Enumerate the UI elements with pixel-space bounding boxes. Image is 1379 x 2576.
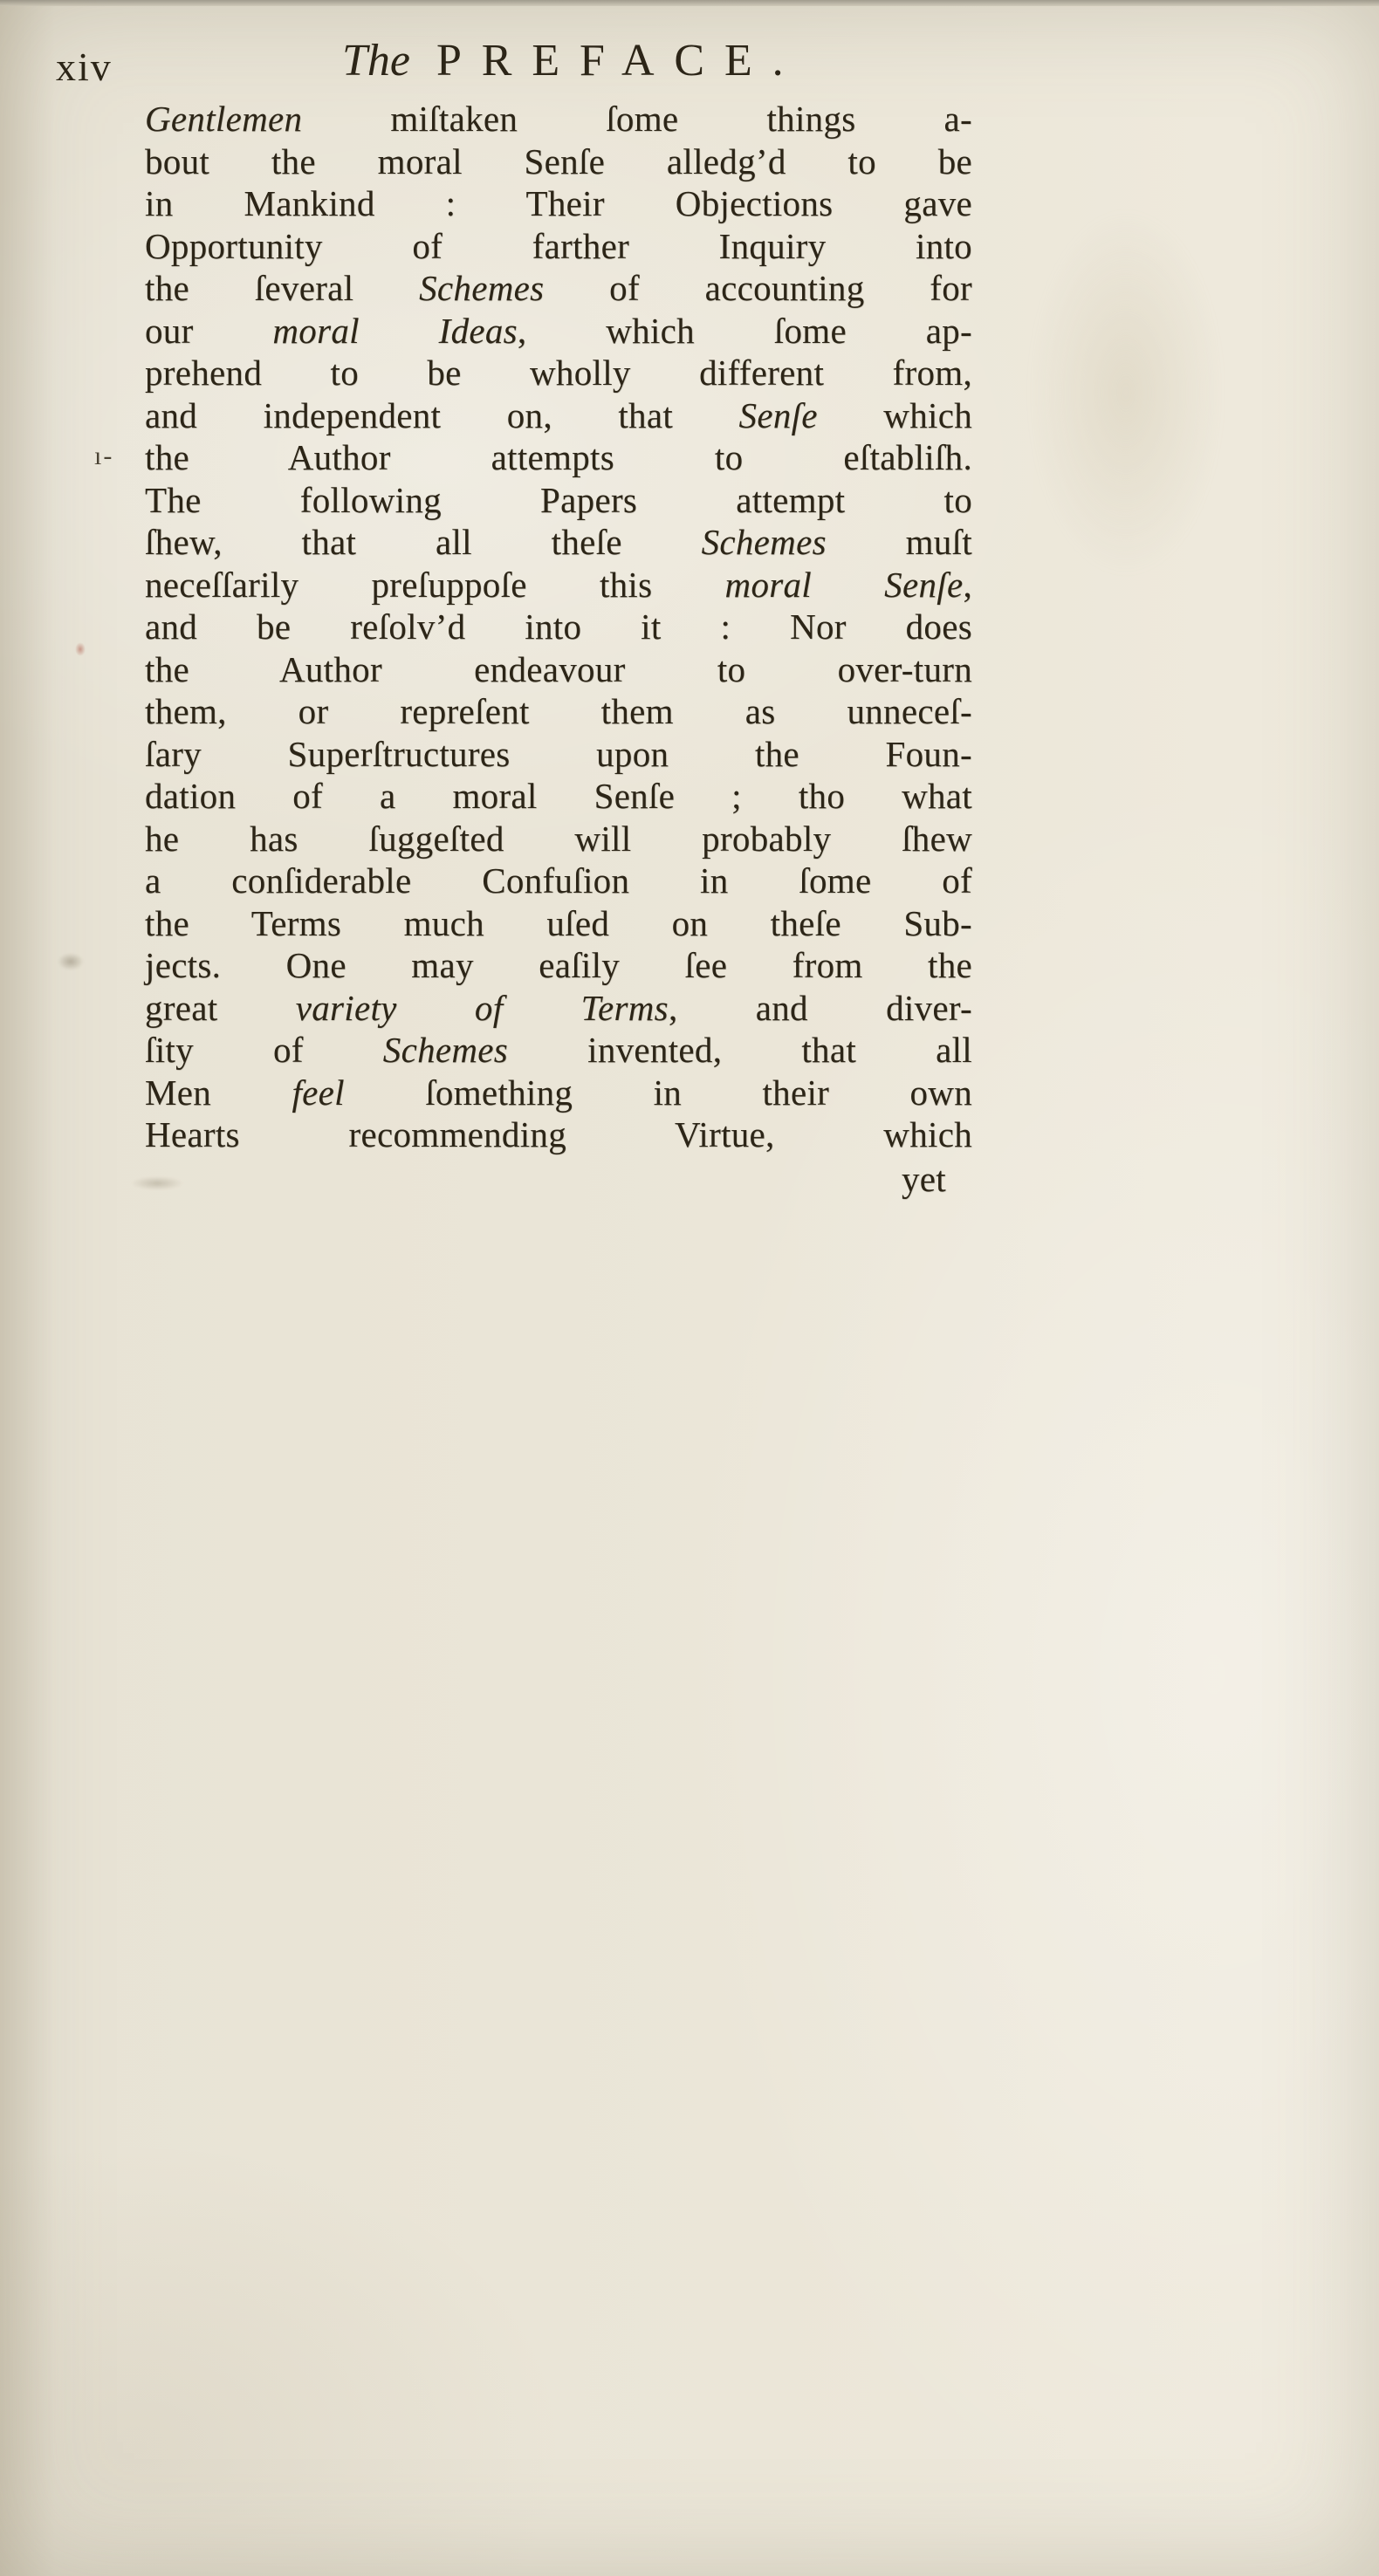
text-line: and independent on, that Senſe which [145,394,972,435]
text-line: dation of a moral Senſe ; tho what [145,776,972,816]
ink-stain [75,642,86,656]
text-line: them, or repreſent them as unneceſ- [145,691,972,731]
text-line: neceſſarily preſuppoſe this moral Senſe, [145,564,973,605]
text-line: the ſeveral Schemes of accounting for [145,268,972,308]
text-line: great variety of Terms, and diver- [145,987,972,1028]
text-line: the Author attempts to eſtabliſh. [145,437,972,477]
body-text [145,98,972,1200]
smudge-mark [58,953,84,970]
text-line: The following Papers attempt to [145,479,972,520]
page-number: xiv [56,45,113,89]
paper-discoloration [1030,209,1222,576]
text-line: ſhew, that all theſe Schemes muſt [145,522,972,562]
text-line: Gentlemen miſtaken ſome things a- [145,99,972,139]
text-line: a conſiderable Confuſion in ſome of [145,860,972,901]
text-line: prehend to be wholly different from, [145,353,972,393]
running-title [342,35,803,86]
text-line: he has ſuggeſted will probably ſhew [145,818,972,859]
running-title-the: The [342,36,410,86]
text-line: ſary Superſtructures upon the Foun- [145,733,972,774]
text-line: Hearts recommending Virtue, which [145,1114,972,1154]
text-line: and be reſolv’d into it : Nor does [145,606,972,647]
text-line: Men feel ſomething in their own [145,1072,973,1113]
text-line: in Mankind : Their Objections gave [145,183,972,223]
text-line: jects. One may eaſily ſee from the [145,945,972,985]
text-line: Opportunity of farther Inquiry into [145,225,972,266]
catchword: yet [902,1158,946,1199]
text-line: ſity of Schemes invented, that all [145,1030,972,1070]
scan-edge [0,0,1379,6]
text-line: our moral Ideas, which ſome ap- [145,310,972,351]
text-line: the Author endeavour to over-turn [145,648,972,689]
text-line: the Terms much uſed on theſe Sub- [145,902,972,943]
text-line: bout the moral Senſe alledg’d to be [145,140,972,182]
running-title-caps: PREFACE. [436,36,804,86]
marginal-mark: ı- [94,442,114,470]
